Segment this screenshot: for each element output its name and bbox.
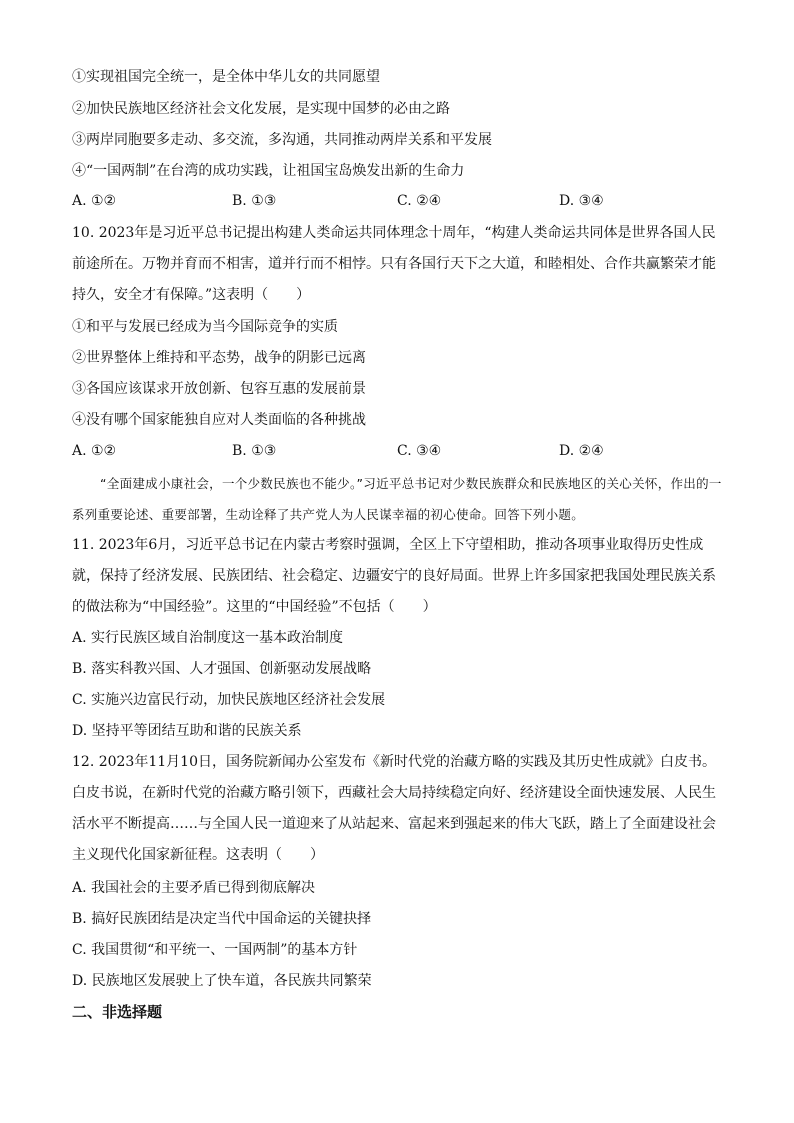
q9-item-1: ①实现祖国完全统一，是全体中华儿女的共同愿望 <box>72 69 380 85</box>
q12-option-a[interactable]: A. 我国社会的主要矛盾已得到彻底解决 <box>72 880 316 896</box>
q9-item-4: ④“一国两制”在台湾的成功实践，让祖国宝岛焕发出新的生命力 <box>72 163 465 179</box>
q10-item-3: ③各国应该谋求开放创新、包容互惠的发展前景 <box>72 381 366 397</box>
q12-stem: 12. 2023年11月10日，国务院新闻办公室发布《新时代党的治藏方略的实践及其历史性成就》白皮书。白皮书说，在新时代党的治藏方略引领下，西藏社会大局持续稳定向好、经济建设全面快速发展、人民生活水平不断提高……与全国人民一道迎来了从站起来、富起来到强起来的伟大飞跃，踏上了全面建设社会主义现代化国家新征程。这表明（ ） <box>72 754 716 863</box>
q9-option-b[interactable]: B. ①③ <box>232 193 277 209</box>
q10-options <box>72 441 712 461</box>
q10-item-4: ④没有哪个国家能独自应对人类面临的各种挑战 <box>72 412 366 428</box>
q12-option-d[interactable]: D. 民族地区发展驶上了快车道，各民族共同繁荣 <box>72 973 372 989</box>
q11-option-b[interactable]: B. 落实科教兴国、人才强国、创新驱动发展战略 <box>72 661 372 677</box>
q10-option-b[interactable]: B. ①③ <box>232 443 277 459</box>
q10-item-2: ②世界整体上维持和平态势，战争的阴影已远离 <box>72 350 366 366</box>
q11-stem: 11. 2023年6月，习近平总书记在内蒙古考察时强调，全区上下守望相助，推动各项事业取得历史性成就，保持了经济发展、民族团结、社会稳定、边疆安宁的良好局面。世界上许多国家把我国处理民族关系的做法称为“中国经验”。这里的“中国经验”不包括（ ） <box>72 537 716 615</box>
q10-item-1: ①和平与发展已经成为当今国际竞争的实质 <box>72 319 338 335</box>
q9-item-3: ③两岸同胞要多走动、多交流，多沟通，共同推动两岸关系和平发展 <box>72 132 492 148</box>
q9-item-2: ②加快民族地区经济社会文化发展，是实现中国梦的必由之路 <box>72 101 450 117</box>
q10-option-a[interactable]: A. ①② <box>72 443 117 459</box>
q12-option-c[interactable]: C. 我国贯彻“和平统一、一国两制”的基本方针 <box>72 942 358 958</box>
q10-stem: 10. 2023年是习近平总书记提出构建人类命运共同体理念十周年，“构建人类命运共同体是世界各国人民前途所在。万物并育而不相害，道并行而不相悖。只有各国行天下之大道，和睦相处、合作共赢繁荣才能持久，安全才有保障。”这表明（ ） <box>72 225 716 303</box>
q10-option-c[interactable]: C. ③④ <box>397 443 442 459</box>
q9-option-c[interactable]: C. ②④ <box>397 193 442 209</box>
q11-option-a[interactable]: A. 实行民族区域自治制度这一基本政治制度 <box>72 630 344 646</box>
q9-option-d[interactable]: D. ③④ <box>559 193 604 209</box>
material-intro: “全面建成小康社会，一个少数民族也不能少。”习近平总书记对少数民族群众和民族地区的关心关怀，作出的一系列重要论述、重要部署，生动诠释了共产党人为人民谋幸福的初心使命。回答下列小题。 <box>72 476 722 522</box>
q9-options <box>72 191 712 211</box>
q11-option-c[interactable]: C. 实施兴边富民行动，加快民族地区经济社会发展 <box>72 692 386 708</box>
q12-option-b[interactable]: B. 搞好民族团结是决定当代中国命运的关键抉择 <box>72 911 372 927</box>
section-heading: 二、非选择题 <box>72 1003 163 1021</box>
q11-option-d[interactable]: D. 坚持平等团结互助和谐的民族关系 <box>72 723 302 739</box>
q9-option-a[interactable]: A. ①② <box>72 193 117 209</box>
q10-option-d[interactable]: D. ②④ <box>559 443 604 459</box>
